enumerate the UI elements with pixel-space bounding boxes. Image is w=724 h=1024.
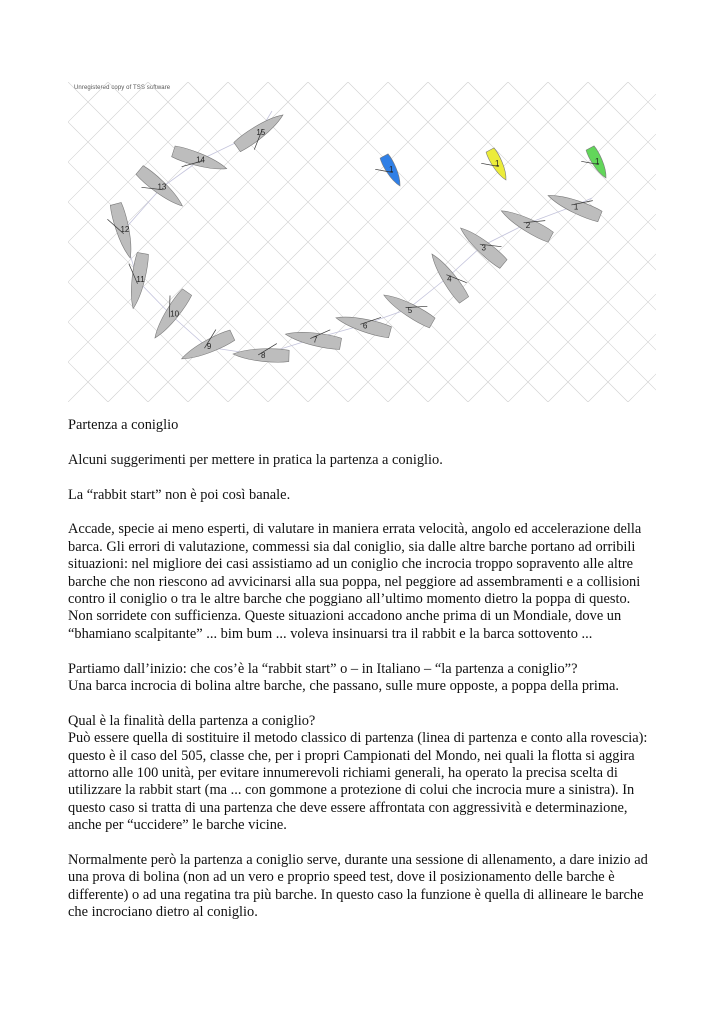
boats-layer (104, 109, 611, 364)
fleet-boat (498, 200, 556, 243)
grid-line (428, 82, 656, 402)
boat-number-label: 1 (573, 202, 579, 212)
grid-line (548, 82, 656, 402)
definition-answer: Una barca incrocia di bolina altre barche, che passano, sulle mure opposte, a poppa della prima. (68, 678, 620, 695)
fleet-boat (132, 164, 188, 215)
paragraph-definition (68, 661, 658, 696)
paragraph-intro: Alcuni suggerimenti per mettere in pratica la partenza a coniglio. (68, 451, 443, 468)
diagonal-grid (68, 82, 656, 402)
grid-line (508, 82, 656, 402)
fleet-boat (334, 306, 393, 339)
rabbit-start-diagram (68, 82, 656, 402)
grid-line (348, 82, 656, 402)
grid-line (68, 82, 108, 402)
boat-number-label: 9 (206, 342, 212, 352)
definition-question: Partiamo dall’inizio: che cos’è la “rabbit start” o – in Italiano – “la partenza a coniglio”? (68, 660, 578, 677)
boat-number-label: 13 (157, 182, 167, 192)
purpose-question: Qual è la finalità della partenza a coniglio? (68, 712, 316, 729)
boat-number-label: 7 (312, 335, 318, 345)
boat-number-label: 12 (120, 225, 130, 235)
grid-line (628, 82, 656, 402)
purpose-answer: Può essere quella di sostituire il metodo classico di partenza (linea di partenza e conto alla rovescia): questo è il caso del 505, classe che, per i propri Campionati del Mondo, nei quali la flotta si aggira attorno alle 100 unità, per evitare innumerevoli richiami generali, ha operato la precisa scelta di utilizzare la rabbit start (ma ... con gommone a protezione di colui che incrocia mure a sinistra). In questo caso si tratta di una partenza che deve essere affrontata con aggressività e determinazione, anche per “uccidere” le barche vicine. (68, 730, 648, 834)
grid-line (548, 82, 656, 402)
boat-number-label: 1 (595, 157, 600, 167)
boat-number-label: 15 (256, 128, 266, 138)
grid-line (628, 82, 656, 402)
grid-line (68, 82, 108, 402)
paragraph-errors: Accade, specie ai meno esperti, di valutare in maniera errata velocità, angolo ed accelerazione della barca. Gli errori di valutazione, commessi sia dal coniglio, sia dalle altre barche portano ad orribili situazioni: nel migliore dei casi assistiamo ad un coniglio che incrocia troppo sopravento alle altre barche che non riescono ad avvicinarsi alla sua poppa, nel peggiore ad assembramenti e a collisioni contro il coniglio o tra le altre barche che poggiano all’ultimo momento dietro la poppa di questo. Non sorridete con sufficienza. Queste situazioni accadono anche prima di un Mondiale, dove un “bhamiano scalpitante” ... bim bum ... voleva insinuarsi tra il rabbit e la barca sottovento ... (68, 521, 642, 642)
boat-number-label: 14 (196, 155, 206, 165)
grid-line (68, 82, 348, 402)
fleet-boat (546, 184, 605, 222)
boat-number-label: 4 (447, 274, 452, 284)
fleet-boat (284, 322, 342, 350)
boat-number-label: 1 (389, 165, 394, 175)
grid-line (428, 82, 656, 402)
grid-line (508, 82, 656, 402)
fleet-boat (104, 202, 138, 261)
grid-line (588, 82, 656, 402)
software-watermark: Unregistered copy of TSS software (74, 85, 171, 91)
boat-number-label: 10 (170, 309, 180, 319)
boat-number-label: 11 (136, 275, 145, 285)
paragraph-training: Normalmente però la partenza a coniglio serve, durante una sessione di allenamento, a dare inizio ad una prova di bolina (non ad un vero e proprio speed test, dove il posizionamento delle barche è differente) o ad una regatina tra più barche. In questo caso la funzione è quella di allineare le barche che incrociano dietro al coniglio. (68, 852, 648, 921)
boat-number-label: 1 (495, 159, 500, 169)
grid-line (468, 82, 656, 402)
grid-line (68, 82, 348, 402)
boat-number-label: 8 (260, 351, 266, 361)
document-title: Partenza a coniglio (68, 417, 179, 433)
boat-number-label: 2 (525, 220, 531, 230)
boat-number-label: 6 (362, 321, 368, 331)
fleet-boat (121, 251, 150, 310)
fleet-boat (233, 109, 290, 156)
paragraph-rabbit-start: La “rabbit start” non è poi così banale. (68, 486, 291, 503)
fleet-boat (233, 342, 290, 363)
rabbit-boat-green (578, 145, 611, 184)
fleet-boat (177, 324, 236, 365)
grid-line (348, 82, 656, 402)
fleet-boat (426, 247, 473, 304)
grid-line (588, 82, 656, 402)
fleet-boat (145, 285, 194, 343)
paragraph-purpose (68, 713, 658, 835)
boat-number-label: 3 (481, 243, 486, 253)
boat-number-label: 5 (407, 306, 413, 315)
rabbit-boat-yellow (478, 147, 511, 186)
document-body (68, 417, 658, 939)
